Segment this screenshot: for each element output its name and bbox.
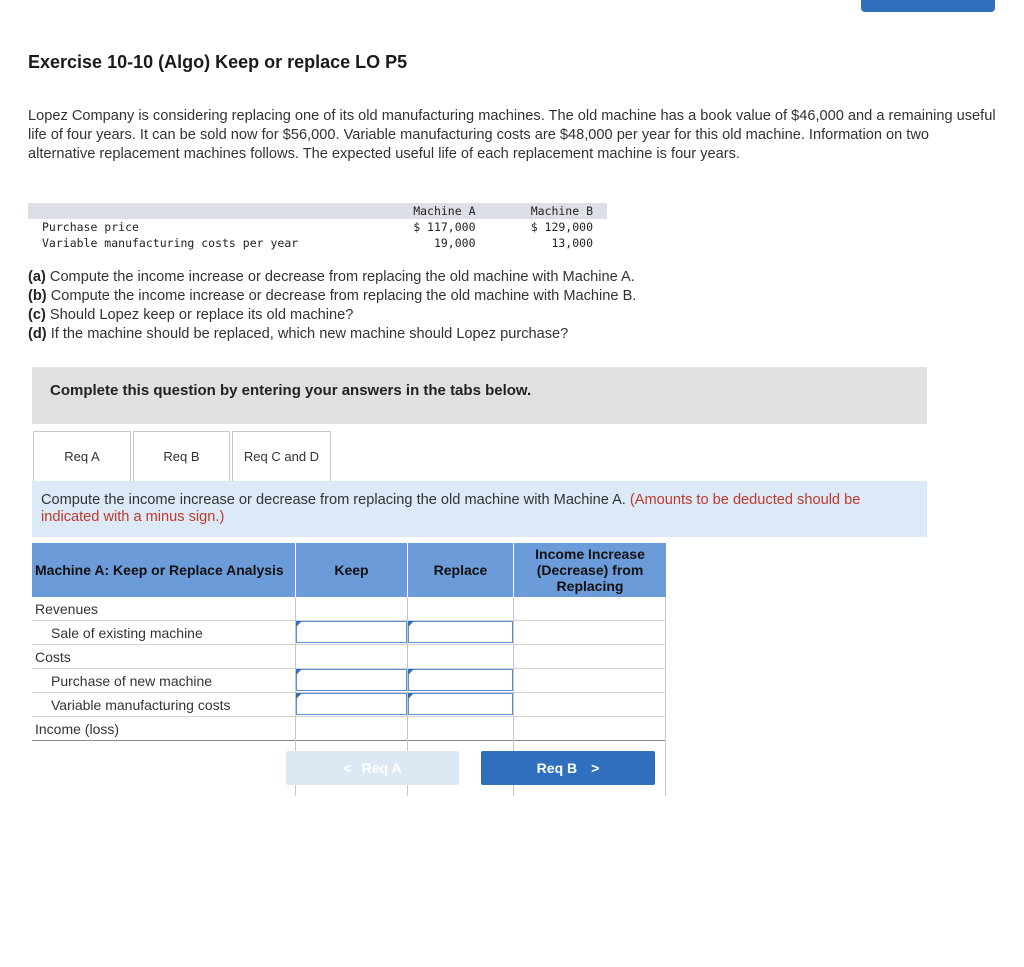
instruction-banner xyxy=(32,367,927,424)
tab-req-a[interactable]: Req A xyxy=(33,431,131,481)
question-d: (d) If the machine should be replaced, which new machine should Lopez purchase? xyxy=(28,326,569,342)
machine-a-header: Machine A xyxy=(372,203,490,219)
question-a: (a) Compute the income increase or decrease from replacing the old machine with Machine A. xyxy=(28,269,635,285)
prev-req-a-button[interactable]: < Req A xyxy=(286,751,459,785)
minus-sign-note: (Amounts to be deducted should be indicated with a minus sign.) xyxy=(41,492,861,525)
machine-b-purchase-price: $ 129,000 xyxy=(530,220,593,234)
exercise-title: Exercise 10-10 (Algo) Keep or replace LO P5 xyxy=(28,52,408,72)
machine-table-header-blank xyxy=(28,203,372,219)
keep-sale-existing-input[interactable] xyxy=(296,621,407,643)
tab-req-b[interactable]: Req B xyxy=(133,431,230,481)
replace-sale-existing-input[interactable] xyxy=(408,621,513,643)
table-row-purchase-new: Purchase of new machine xyxy=(32,669,666,693)
replace-column-header: Replace xyxy=(408,543,513,597)
replace-purchase-new-input[interactable] xyxy=(408,669,513,691)
keep-variable-costs-input[interactable] xyxy=(296,693,407,715)
table-row-income-loss: Income (loss) xyxy=(32,717,666,741)
machine-a-purchase-price: $ 117,000 xyxy=(413,220,476,234)
question-list xyxy=(28,268,636,344)
req-a-instruction: Compute the income increase or decrease from replacing the old machine with Machine A. (Amounts to be deducted should be indicated with a minus sign.) xyxy=(32,481,927,537)
table-row-variable-costs: Variable manufacturing costs xyxy=(32,693,666,717)
next-req-b-button[interactable]: Req B > xyxy=(481,751,655,785)
question-c: (c) Should Lopez keep or replace its old machine? xyxy=(28,307,354,323)
banner-text: Complete this question by entering your answers in the tabs below. xyxy=(50,382,532,399)
keep-column-header: Keep xyxy=(296,543,407,597)
income-change-column-header: Income Increase (Decrease) from Replacing xyxy=(514,543,666,597)
machine-a-variable-cost: 19,000 xyxy=(433,236,476,250)
table-row-sale-existing: Sale of existing machine xyxy=(32,621,666,645)
keep-purchase-new-input[interactable] xyxy=(296,669,407,691)
column-divider xyxy=(665,597,666,796)
machine-data-table xyxy=(28,203,607,251)
chevron-left-icon: < xyxy=(343,760,352,776)
table-row-costs: Costs xyxy=(32,645,666,669)
machine-b-header: Machine B xyxy=(490,203,608,219)
top-right-button[interactable] xyxy=(861,0,995,12)
table-row-revenues: Revenues xyxy=(32,597,666,621)
tab-req-c-and-d[interactable]: Req C and D xyxy=(232,431,331,481)
variable-cost-label: Variable manufacturing costs per year xyxy=(42,236,299,250)
problem-intro: Lopez Company is considering replacing one of its old manufacturing machines. The old machine has a book value of $46,000 and a remaining useful life of four years. It can be sold now for $56,000. Variable manufacturing costs are $48,000 per year for this old machine. Information on two alternative replacement machines follows. The expected useful life of each replacement machine is four years. xyxy=(28,108,996,162)
analysis-title-header: Machine A: Keep or Replace Analysis xyxy=(32,543,295,597)
question-b: (b) Compute the income increase or decrease from replacing the old machine with Machine B. xyxy=(28,288,637,304)
machine-b-variable-cost: 13,000 xyxy=(551,236,593,250)
chevron-right-icon: > xyxy=(591,760,600,776)
purchase-price-label: Purchase price xyxy=(42,220,139,234)
replace-variable-costs-input[interactable] xyxy=(408,693,513,715)
